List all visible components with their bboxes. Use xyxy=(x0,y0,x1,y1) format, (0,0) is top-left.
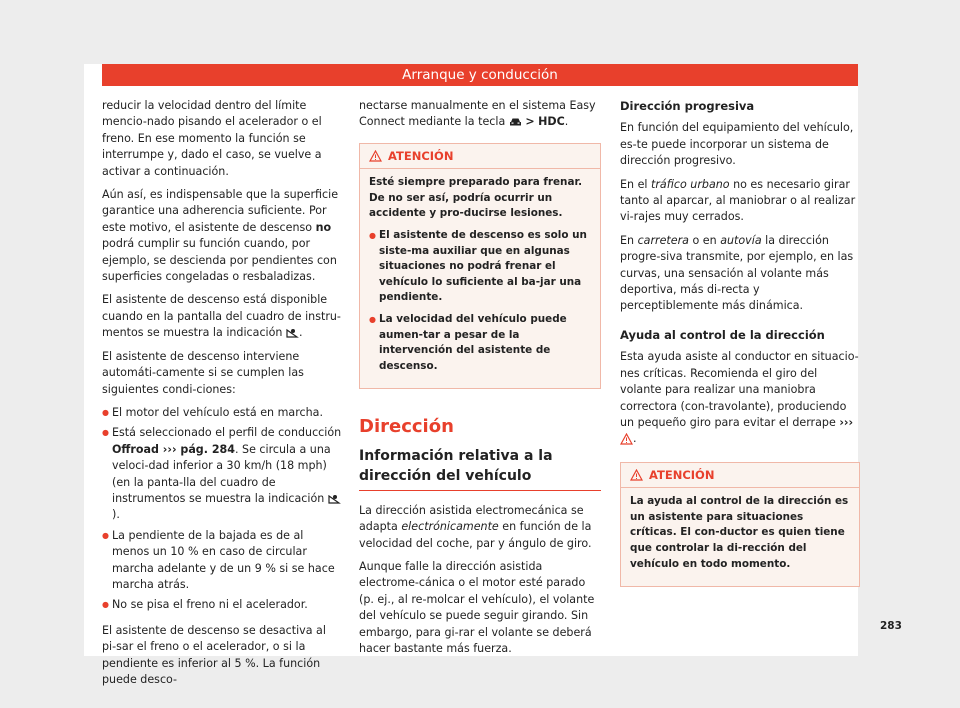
warning-icon xyxy=(369,150,382,162)
warning-header: ATENCIÓN xyxy=(621,463,859,488)
page-number: 283 xyxy=(880,620,902,632)
paragraph: El asistente de descenso se desactiva al pi-sar el freno o el acelerador, o si la pendiente es inferior al 5 %. La función puede desco- xyxy=(102,623,326,686)
warning-header: ATENCIÓN xyxy=(360,144,600,169)
column-3 xyxy=(620,98,860,605)
column-1 xyxy=(102,98,342,695)
paragraph: Esta ayuda asiste al conductor en situacio-nes críticas. Recomienda el giro del volante para realizar una maniobra correctora (con-travolante), produciendo un pequeño giro para evitar el derrape ››› . xyxy=(620,350,859,446)
hill-descent-icon xyxy=(286,327,299,339)
section-title: Dirección xyxy=(359,416,454,438)
list-item: ● El motor del vehículo está en marcha. xyxy=(102,405,342,421)
warning-box xyxy=(359,143,601,390)
paragraph: Aunque falle la dirección asistida electrome-cánica o el motor esté parado (p. ej., al re-molcar el vehículo), el volante del vehículo se puede seguir girando. Sin embargo, para gi-rar el volante se deberá hacer bastante más fuerza. xyxy=(359,559,595,655)
car-icon xyxy=(509,117,522,127)
paragraph: La dirección asistida electromecánica se adapta electrónicamente en función de la velocidad del coche, par y ángulo de giro. xyxy=(359,503,592,550)
paragraph: En carretera o en autovía la dirección progre-siva transmite, por ejemplo, en las curvas, una sensación al volante más deportiva, más di-recta y perceptiblemente más dinámica. xyxy=(620,233,854,313)
heading-progressive-steering: Dirección progresiva xyxy=(620,99,755,113)
paragraph: En función del equipamiento del vehículo, es-te puede incorporar un sistema de dirección progresivo. xyxy=(620,121,854,168)
paragraph: El asistente de descenso interviene automáti-camente si se cumplen las siguientes condi-ciones: xyxy=(102,349,304,396)
hdc-key: HDC xyxy=(538,115,565,129)
warning-icon xyxy=(620,433,633,445)
column-2 xyxy=(359,98,601,664)
paragraph: reducir la velocidad dentro del límite mencio-nado pisando el acelerador o el freno. En ese momento la función se interrumpe y, dado el caso, se vuelve a activar a continuación. xyxy=(102,99,322,178)
paragraph: En el tráfico urbano no es necesario girar tanto al aparcar, al maniobrar o al realizar vi-rajes muy cerrados. xyxy=(620,177,856,224)
title-divider xyxy=(359,490,601,491)
heading-steering-control-aid: Ayuda al control de la dirección xyxy=(620,327,825,342)
list-item: ● Está seleccionado el perfil de conducción Offroad ››› pág. 284. Se circula a una veloci-dad inferior a 30 km/h (18 mph) (en la panta-lla del cuadro de instrumentos se muestra la indicación ). xyxy=(102,425,342,523)
list-item: ● No se pisa el freno ni el acelerador. xyxy=(102,597,342,613)
warning-list-item: ● El asistente de descenso es solo un siste-ma auxiliar que en algunas situaciones no podrá frenar el vehículo lo suficiente al ba-jar una pendiente. xyxy=(369,228,591,306)
paragraph: El asistente de descenso está disponible cuando en la pantalla del cuadro de instru-mentos se muestra la indicación . xyxy=(102,293,341,340)
hill-descent-icon xyxy=(328,493,341,505)
warning-body xyxy=(360,169,600,374)
warning-text: Esté siempre preparado para frenar. De no ser así, podría ocurrir un accidente y pro-ducirse lesiones. xyxy=(369,176,583,220)
warning-icon xyxy=(630,469,643,481)
warning-box xyxy=(620,462,860,587)
warning-text: La ayuda al control de la dirección es un asistente para situaciones críticas. El con-ductor es quien tiene que controlar la di-rección del vehículo en todo momento. xyxy=(630,495,849,570)
list-item: ● La pendiente de la bajada es de al menos un 10 % en caso de circular marcha adelante y de un 9 % si se hace marcha atrás. xyxy=(102,528,342,594)
cross-reference[interactable]: ››› xyxy=(839,415,854,429)
paragraph: Aún así, es indispensable que la superficie garantice una adherencia suficiente. Por este motivo, el asistente de descenso no podrá cumplir su función cuando, por ejemplo, se descienda por pendientes con superficies congeladas o resbaladizas. xyxy=(102,188,339,284)
paragraph: nectarse manualmente en el sistema Easy Connect mediante la tecla > HDC. xyxy=(359,99,596,129)
warning-list-item: ● La velocidad del vehículo puede aumen-tar a pesar de la intervención del asistente de descenso. xyxy=(369,312,591,374)
warning-body xyxy=(621,488,859,572)
chapter-header: Arranque y conducción xyxy=(102,64,858,86)
subsection-title: Información relativa a la dirección del vehículo xyxy=(359,447,553,484)
